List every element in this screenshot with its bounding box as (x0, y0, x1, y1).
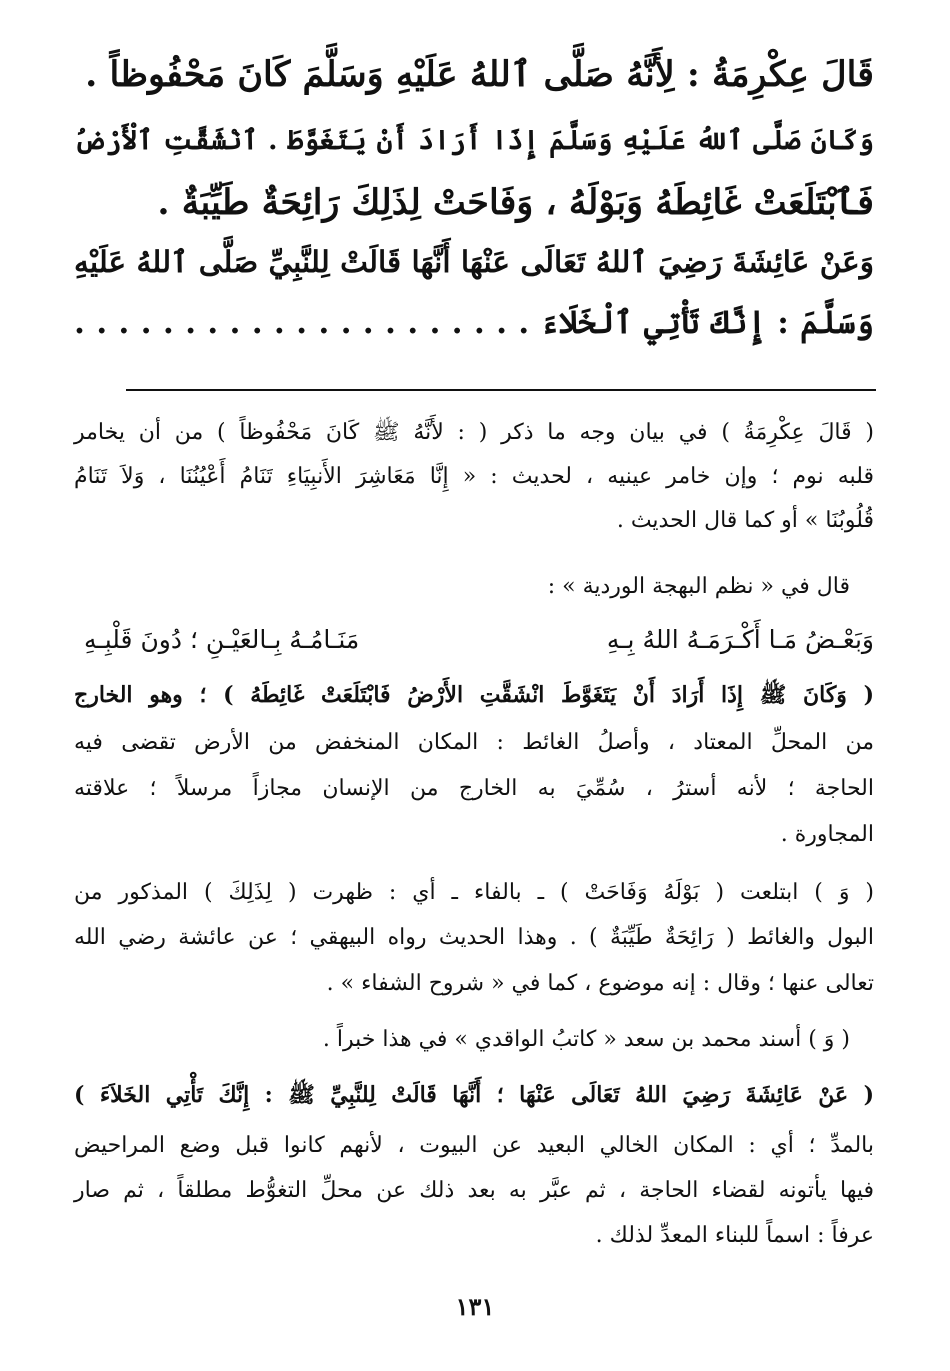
verse-second-hemistich: مَنَـامُـهُ بِـالعَيْـنِ ؛ دُونَ قَلْبِـهِ (84, 625, 360, 654)
sharh-p6-line-3: فيها يأتونه لقضاء الحاجة ، ثم عبَّر به بعد ذلك عن محلِّ التغوُّط مطلقاً ، ثم صار (74, 1178, 874, 1203)
sharh-p6-line-4: عرفاً : اسماً للبناء المعدِّ لذلك . (595, 1223, 874, 1248)
verse-first-hemistich: وَبَعْـضُ مَـا أَكْـرَمَـهُ اللهُ بِـهِ (606, 625, 874, 654)
separator-rule (126, 389, 876, 391)
sharh-p4-line-2: البول والغائط ( رَائِحَةٌ طَيِّبَةٌ ) . وهذا الحديث رواه البيهقي ؛ عن عائشة رضي الله (74, 925, 874, 950)
page-number: ١٣١ (455, 1292, 495, 1321)
sharh-p5: ( وَ ) أسند محمد بن سعد « كاتبُ الواقدي » في هذا خبراً . (322, 1027, 850, 1052)
sharh-p3-line-1: ( وَكَانَ ﷺ إِذَا أَرَادَ أَنْ يَتَغَوَّطَ انْشَقَّتِ الأَرْضُ فَابْتَلَعَتْ غَائِطَهُ ) ؛ وهو الخارج (74, 682, 874, 708)
sharh-p3-line-3: الحاجة ؛ لأنه أسترُ ، سُمِّيَ به الخارج من الإنسان مجازاً مرسلاً ؛ علاقته (74, 776, 874, 801)
matn-line-1: قَالَ عِكْرِمَةُ : لِأَنَّهُ صَلَّى ٱللهُ عَلَيْهِ وَسَلَّمَ كَانَ مَحْفُوظاً . (85, 54, 874, 95)
sharh-p3-line-2: من المحلِّ المعتاد ، وأصلُ الغائط : المكان المنخفض من الأرض تقضى فيه (74, 730, 874, 755)
sharh-p1-line-1: ( قَالَ عِكْرِمَةُ ) في بيان وجه ما ذكر ( : لأَنَّهُ ﷺ كَانَ مَحْفُوظاً ) من أن يخامر (74, 420, 874, 445)
matn-line-3: فَٱبْتَلَعَتْ غَائِطَهُ وَبَوْلَهُ ، وَفَاحَتْ لِذَلِكَ رَائِحَةٌ طَيِّبَةٌ . (157, 182, 874, 223)
sharh-p6-line-1: ( عَنْ عَائِشَةَ رَضِيَ اللهُ تَعَالَى عَنْهَا ؛ أَنَّهَا قَالَتْ لِلنَّبِيِّ ﷺ : إِنَّكَ تَأْتِي الخَلاَءَ ) (74, 1082, 874, 1108)
matn-line-5: وَسَلَّمَ : إِنَّكَ تَأْتِي ٱلْخَلَاءَ . . . . . . . . . . . . . . . . . . . . . (74, 304, 874, 341)
poetry-verse (84, 625, 874, 654)
matn-line-4: وَعَنْ عَائِشَةَ رَضِيَ ٱللهُ تَعَالَى عَنْهَا أَنَّهَا قَالَتْ لِلنَّبِيِّ صَلَّى ٱللهُ عَلَيْهِ (74, 244, 874, 279)
sharh-p4-line-1: ( وَ ) ابتلعت ( بَوْلَهُ وَفَاحَتْ ) ـ بالفاء ـ أي : ظهرت ( لِذَلِكَ ) المذكور من (74, 880, 874, 905)
sharh-p2: قال في « نظم البهجة الوردية » : (547, 574, 850, 599)
matn-line-2: وَكَانَ صَلَّى ٱللهُ عَلَيْهِ وَسَلَّمَ إِذَا أَرَادَ أَنْ يَتَغَوَّطَ . ٱنْشَقَّتِ ٱلْأَرْضُ (74, 125, 874, 156)
sharh-p6-line-2: بالمدِّ ؛ أي : المكان الخالي البعيد عن البيوت ، لأنهم كانوا قبل وضع المراحيض (74, 1133, 874, 1158)
sharh-p3-line-4: المجاورة . (780, 822, 874, 847)
sharh-p4-line-3: تعالى عنها ؛ وقال : إنه موضوع ، كما في « شروح الشفاء » . (326, 971, 874, 996)
sharh-p1-line-3: قُلُوبُنَا » أو كما قال الحديث . (616, 508, 874, 533)
sharh-p1-line-2: قلبه نوم ؛ وإن خامر عينيه ، لحديث : « إِنَّا مَعَاشِرَ الأَنبِيَاءِ تَنَامُ أَعْيُنُنَا ، وَلاَ تَنَامُ (74, 464, 874, 489)
